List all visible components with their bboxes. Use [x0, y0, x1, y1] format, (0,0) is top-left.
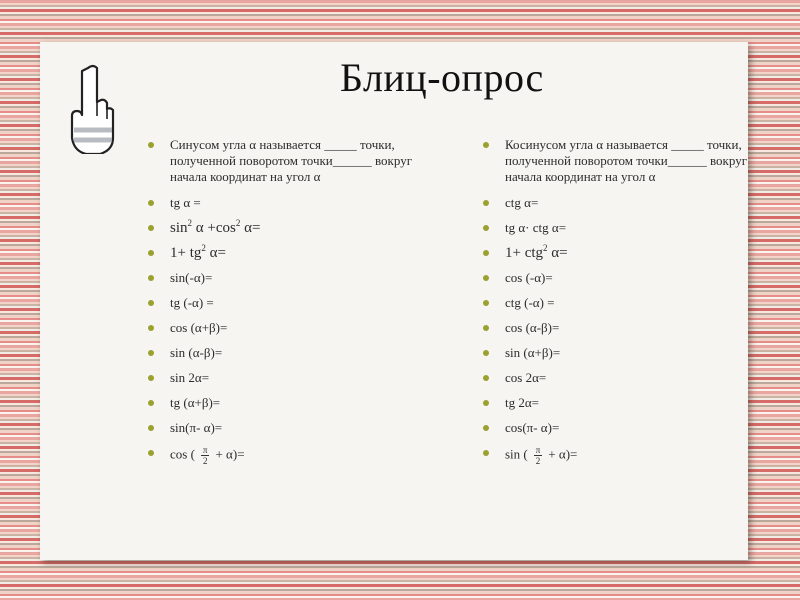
bullet-icon: [483, 375, 489, 381]
bullet-icon: [483, 300, 489, 306]
bullet-icon: [148, 200, 154, 206]
bullet-icon: [148, 450, 154, 456]
list-item: Синусом угла α называется _____ точки, полученной поворотом точки______ вокруг начала координат на угол α: [148, 137, 448, 185]
fraction: $\frac{\pi}{2}$: [535, 445, 541, 466]
list-item: 1+ ctg$^2$ α=: [483, 245, 783, 261]
list-item: cos(π- α)=: [483, 420, 783, 436]
list-item: tg (α+β)=: [148, 395, 448, 411]
bullet-icon: [483, 250, 489, 256]
list-item: $1+ tg^2$ α=: [148, 245, 448, 261]
list-item: sin ( $\frac{\pi}{2}$ + α)=: [483, 445, 783, 466]
list-item: tg 2α=: [483, 395, 783, 411]
bullet-icon: [148, 325, 154, 331]
bullet-icon: [148, 225, 154, 231]
list-item: sin (α-β)=: [148, 345, 448, 361]
bullet-icon: [483, 325, 489, 331]
bullet-icon: [483, 350, 489, 356]
bullet-icon: [148, 300, 154, 306]
pointing-hand-icon: [70, 64, 116, 154]
bullet-icon: [483, 142, 489, 148]
list-item: cos (α+β)=: [148, 320, 448, 336]
bullet-icon: [148, 375, 154, 381]
right-column: [483, 137, 783, 475]
bullet-icon: [148, 400, 154, 406]
list-item: tg α =: [148, 195, 448, 211]
list-item: cos (α-β)=: [483, 320, 783, 336]
bullet-icon: [148, 142, 154, 148]
bullet-icon: [483, 225, 489, 231]
list-item: cos (-α)=: [483, 270, 783, 286]
list-item: Косинусом угла α называется _____ точки, полученной поворотом точки______ вокруг начала координат на угол α: [483, 137, 783, 185]
fraction: $\frac{\pi}{2}$: [202, 445, 208, 466]
list-item: cos ( $\frac{\pi}{2}$ + α)=: [148, 445, 448, 466]
list-item: sin (α+β)=: [483, 345, 783, 361]
list-item: tg α· ctg α=: [483, 220, 783, 236]
bullet-icon: [148, 275, 154, 281]
left-column: [148, 137, 448, 475]
slide: [40, 42, 748, 560]
bullet-icon: [483, 450, 489, 456]
list-item: $\sin^2 \alpha +\cos^2$ α=: [148, 220, 448, 236]
list-item: sin 2α=: [148, 370, 448, 386]
bullet-icon: [483, 275, 489, 281]
list-item: sin(π- α)=: [148, 420, 448, 436]
list-item: ctg (-α) =: [483, 295, 783, 311]
bullet-icon: [148, 425, 154, 431]
slide-title: Блиц-опрос: [340, 55, 544, 100]
bullet-icon: [483, 400, 489, 406]
list-item: cos 2α=: [483, 370, 783, 386]
bullet-icon: [483, 200, 489, 206]
bullet-icon: [148, 250, 154, 256]
bullet-icon: [483, 425, 489, 431]
list-item: ctg α=: [483, 195, 783, 211]
bullet-icon: [148, 350, 154, 356]
list-item: tg (-α) =: [148, 295, 448, 311]
list-item: sin(-α)=: [148, 270, 448, 286]
